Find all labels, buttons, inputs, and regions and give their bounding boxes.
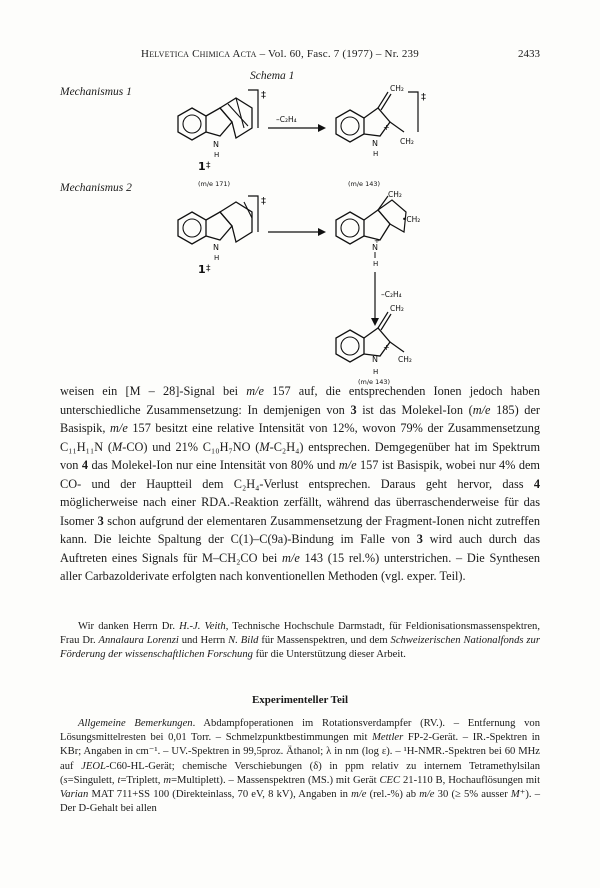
compound-1-label: 1 [198, 160, 206, 173]
schema-title: Schema 1 [250, 70, 295, 82]
arrow-mech2-down [371, 272, 402, 326]
mz-171-label: (m/e 171) [198, 180, 231, 188]
section-title: Experimenteller Teil [251, 694, 349, 706]
experimental-paragraph [60, 717, 540, 816]
ch2-label-mid: CH₂ [388, 190, 402, 199]
plus-charge-3: + [383, 343, 390, 352]
arrow-mech2-right [268, 228, 326, 236]
ch2-label-top-2: CH₂ [390, 304, 404, 313]
acknowledgement-text: Wir danken Herrn Dr. H.-J. Veith, Technische Hochschule Darmstadt, für Feldionisationsmassenspektren, Frau Dr. Annalaura Lorenzi und Herrn N. Bild für Massenspektren, und dem Schweizerischen Nationalfonds zur Förderung der wissenschaftlichen Forschung für die Unterstützung dieser Arbeit. [60, 621, 540, 660]
acknowledgement [60, 620, 540, 662]
body-paragraph [60, 382, 540, 586]
n-atom-label-5: N [372, 355, 378, 364]
body-text: weisen ein [M – 28]-Signal bei m/e 157 auf, die entsprechenden Ionen jedoch haben unterschiedliche Zusammensetzung: In demjenigen von 3 ist das Molekel-Ion (m/e 185) der Basispik, m/e 157 besitzt eine relative Intensität von 12%, wovon 79% der Zusammensetzung C₁₁H₁₁N (M-CO) und 21% C₁₀H₇NO (M-C₂H₄) entsprechen. Demgegenüber hat im Spektrum von 4 das Molekel-Ion nur eine Intensität von 80% und m/e 157 ist Basispik, wobei nur 4% dem CO- und der Hauptteil dem C₂H₄-Verlust entsprechen. Daraus geht hervor, dass 4 möglicherweise nach einer RDA.-Reaktion zerfällt, während das überraschenderweise für das Isomer 3 schon aufgrund der elementaren Zusammensetzung der Fragment-Ionen nicht zutreffen kann. Die leichte Spaltung der C(1)–C(9a)-Bindung im Falle von 3 wird auch durch das Auftreten eines Signals für M–CH₂CO bei m/e 143 (15 rel.%) unterstrichen. – Die Synthesen aller Carbazolderivate erfolgten nach konventionellen Methoden (vgl. exper. Teil). [60, 384, 541, 583]
issue-info: – Vol. 60, Fasc. 7 (1977) – Nr. 239 [256, 48, 419, 60]
n-atom-label-4: N [372, 243, 378, 252]
mz-143-label-b: (m/e 143) [358, 378, 391, 386]
h-atom-label-3: H [214, 254, 220, 262]
mechanism-2-label: Mechanismus 2 [60, 182, 132, 194]
ch2-label-side-2: CH₂ [398, 355, 412, 364]
radical-cation-mark: ‡ [261, 90, 266, 101]
compound-1-dagger: ‡ [206, 161, 211, 171]
ch2-label-side: CH₂ [400, 137, 414, 146]
structure-1-mech2 [178, 196, 266, 262]
journal-name: Helvetica Chimica Acta [141, 48, 257, 60]
ch2-label-top: CH₂ [390, 84, 404, 93]
h-atom-label-4: H [373, 260, 379, 268]
loss-c2h4-label-mech1: –C₂H₄ [276, 115, 297, 124]
h-atom-label-2: H [373, 150, 379, 158]
intermediate-mech2 [336, 190, 420, 268]
plus-charge-2: + [374, 237, 380, 245]
loss-c2h4-label-mech2: –C₂H₄ [381, 290, 402, 299]
arrow-mech1 [268, 115, 326, 132]
radical-cation-mark-3: ‡ [261, 196, 266, 207]
ch2-radical-label: •CH₂ [402, 215, 421, 224]
plus-charge: + [383, 123, 390, 132]
n-atom-label: N [213, 140, 219, 149]
compound-1-label-2: 1 [198, 263, 206, 276]
product-mech1 [336, 84, 426, 158]
product-mech2 [336, 304, 412, 376]
h-atom-label-5: H [373, 368, 379, 376]
mz-143-label-a: (m/e 143) [348, 180, 381, 188]
experimental-text: Allgemeine Bemerkungen. Abdampfoperationen im Rotationsverdampfer (RV.). – Entfernung von Lösungsmittelresten bei 0,01 Torr. – Schmelzpunktbestimmungen mit Mettler FP-2-Gerät. – IR.-Spektren in KBr; Angaben in cm⁻¹. – UV.-Spektren in 99,5proz. Äthanol; λ in nm (log ε). – ¹H-NMR.-Spektren bei 60 MHz auf JEOL-C60-HL-Gerät; chemische Verschiebungen (δ) in ppm relativ zu internem Tetramethylsilan (s=Singulett, t=Triplett, m=Multiplett). – Massenspektren (MS.) mit Gerät CEC 21-110 B, Hochauflösungen mit Varian MAT 711+SS 100 (Direkteinlass, 70 eV, 8 kV), Angaben in m/e (rel.-%) ab m/e 30 (≥ 5% ausser M⁺). – Der D-Gehalt bei allen [60, 718, 541, 815]
mechanism-1-label: Mechanismus 1 [60, 86, 132, 98]
radical-cation-mark-2: ‡ [421, 92, 426, 103]
reaction-scheme [0, 0, 600, 390]
page-number: 2433 [518, 48, 540, 60]
h-atom-label: H [214, 151, 220, 159]
structure-1-mech1 [178, 90, 266, 159]
compound-1-dagger-2: ‡ [206, 264, 211, 274]
n-atom-label-3: N [213, 243, 219, 252]
n-atom-label-2: N [372, 139, 378, 148]
